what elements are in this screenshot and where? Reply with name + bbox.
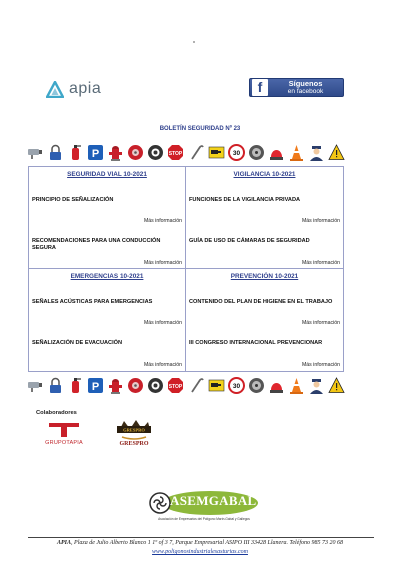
svg-text:P: P — [92, 147, 100, 160]
safe-dial-icon — [248, 144, 265, 161]
footer-address-text: , Plaza de Julio Alberto Blanco 1 1º of 3 7, Parque Empresarial ASIPO III 33428 Llanera. Teléfono 985 73 20 68 — [71, 540, 343, 546]
footer-org: APIA — [57, 540, 72, 546]
section-vigilancia — [186, 167, 343, 269]
crowbar-icon — [188, 377, 205, 394]
apia-logo-text: apia — [69, 80, 102, 97]
footer-address — [0, 540, 400, 546]
padlock-icon — [47, 377, 64, 394]
security-icon-strip-bottom — [27, 375, 345, 395]
article-link[interactable]: FUNCIONES DE LA VIGILANCIA PRIVADA — [189, 197, 301, 203]
article-link[interactable]: III CONGRESO INTERNACIONAL PREVENCIONAR — [189, 340, 323, 346]
stop-sign-icon — [167, 377, 184, 394]
fire-extinguisher-icon — [67, 144, 84, 161]
stop-sign-icon — [167, 144, 184, 161]
more-info-link[interactable]: Más información — [143, 218, 182, 224]
camera-dome-icon — [147, 377, 164, 394]
footer-website-link[interactable]: www.poligonosindustrialesasturias.com — [152, 549, 248, 555]
padlock-icon — [47, 144, 64, 161]
svg-text:GRESPRO: GRESPRO — [123, 427, 145, 433]
traffic-cone-icon — [288, 144, 305, 161]
section-title[interactable]: SEGURIDAD VIAL 10-2021 — [67, 171, 147, 178]
warning-sign-icon — [328, 377, 345, 394]
grespro-logo[interactable] — [112, 417, 156, 447]
bulletin-title: BOLETÍN SEGURIDAD Nº 23 — [159, 126, 241, 132]
svg-text:STOP: STOP — [169, 383, 183, 390]
more-info-link[interactable]: Más información — [301, 260, 340, 266]
fire-extinguisher-icon — [67, 377, 84, 394]
asemgabal-subtitle: Asociación de Empresarios del Polígono Marín-Gabal y Gallegos — [158, 517, 250, 521]
cctv-camera-icon — [27, 144, 44, 161]
section-title[interactable]: EMERGENCIAS 10-2021 — [70, 273, 144, 280]
svg-text:30: 30 — [232, 382, 240, 390]
grupotapia-logo[interactable] — [44, 421, 84, 446]
video-surveillance-sign-icon — [208, 144, 225, 161]
grupotapia-text: GRUPOTAPIA — [45, 440, 83, 446]
video-surveillance-sign-icon — [208, 377, 225, 394]
asemgabal-logo[interactable] — [148, 489, 260, 523]
alarm-bell-icon — [127, 144, 144, 161]
parking-sign-icon — [87, 377, 104, 394]
warning-sign-icon — [328, 144, 345, 161]
apia-logo[interactable] — [46, 80, 101, 98]
red-beacon-icon — [268, 377, 285, 394]
more-info-link[interactable]: Más información — [301, 218, 340, 224]
more-info-link[interactable]: Más información — [301, 362, 340, 368]
grespro-text: GRESPRO — [119, 441, 149, 447]
svg-text:P: P — [92, 380, 100, 393]
traffic-cone-icon — [288, 377, 305, 394]
section-seguridad-vial — [29, 167, 186, 269]
section-emergencias — [29, 269, 186, 371]
footer-divider — [28, 537, 374, 538]
svg-text:30: 30 — [232, 149, 240, 157]
tapia-mark-icon — [47, 421, 81, 438]
asemgabal-name: ASEMGABAL — [170, 493, 257, 508]
more-info-link[interactable]: Más información — [301, 320, 340, 326]
article-link[interactable]: RECOMENDACIONES PARA UNA CONDUCCIÓN SEGURA — [32, 238, 161, 251]
more-info-link[interactable]: Más información — [143, 260, 182, 266]
section-title[interactable]: PREVENCIÓN 10-2021 — [230, 273, 299, 280]
article-link[interactable]: SEÑALIZACIÓN DE EVACUACIÓN — [32, 340, 123, 346]
speed-limit-30-icon — [228, 144, 245, 161]
stray-dot — [193, 41, 195, 43]
more-info-link[interactable]: Más información — [143, 320, 182, 326]
grespro-badge-icon — [114, 417, 154, 441]
speed-limit-30-icon — [228, 377, 245, 394]
red-beacon-icon — [268, 144, 285, 161]
collaborators-label: Colaboradores — [36, 410, 77, 416]
article-link[interactable]: GUÍA DE USO DE CÁMARAS DE SEGURIDAD — [189, 238, 310, 244]
article-link[interactable]: SEÑALES ACÚSTICAS PARA EMERGENCIAS — [32, 299, 153, 305]
facebook-line2: en facebook — [287, 87, 324, 95]
svg-text:STOP: STOP — [169, 150, 183, 157]
article-link[interactable]: CONTENIDO DEL PLAN DE HIGIENE EN EL TRABAJO — [189, 299, 333, 305]
cctv-camera-icon — [27, 377, 44, 394]
facebook-line1: Síguenos — [288, 78, 323, 88]
sections-grid — [28, 166, 344, 372]
parking-sign-icon — [87, 144, 104, 161]
fire-hydrant-icon — [107, 377, 124, 394]
apia-triangle-icon — [46, 81, 64, 98]
more-info-link[interactable]: Más información — [143, 362, 182, 368]
article-link[interactable]: PRINCIPIO DE SEÑALIZACIÓN — [32, 197, 114, 203]
camera-dome-icon — [147, 144, 164, 161]
section-prevencion — [186, 269, 343, 371]
security-guard-icon — [308, 377, 325, 394]
crowbar-icon — [188, 144, 205, 161]
security-guard-icon — [308, 144, 325, 161]
section-title[interactable]: VIGILANCIA 10-2021 — [233, 171, 296, 178]
facebook-icon: f — [252, 79, 268, 96]
alarm-bell-icon — [127, 377, 144, 394]
facebook-follow-button[interactable] — [249, 78, 344, 97]
security-icon-strip-top — [27, 142, 345, 162]
fire-hydrant-icon — [107, 144, 124, 161]
safe-dial-icon — [248, 377, 265, 394]
